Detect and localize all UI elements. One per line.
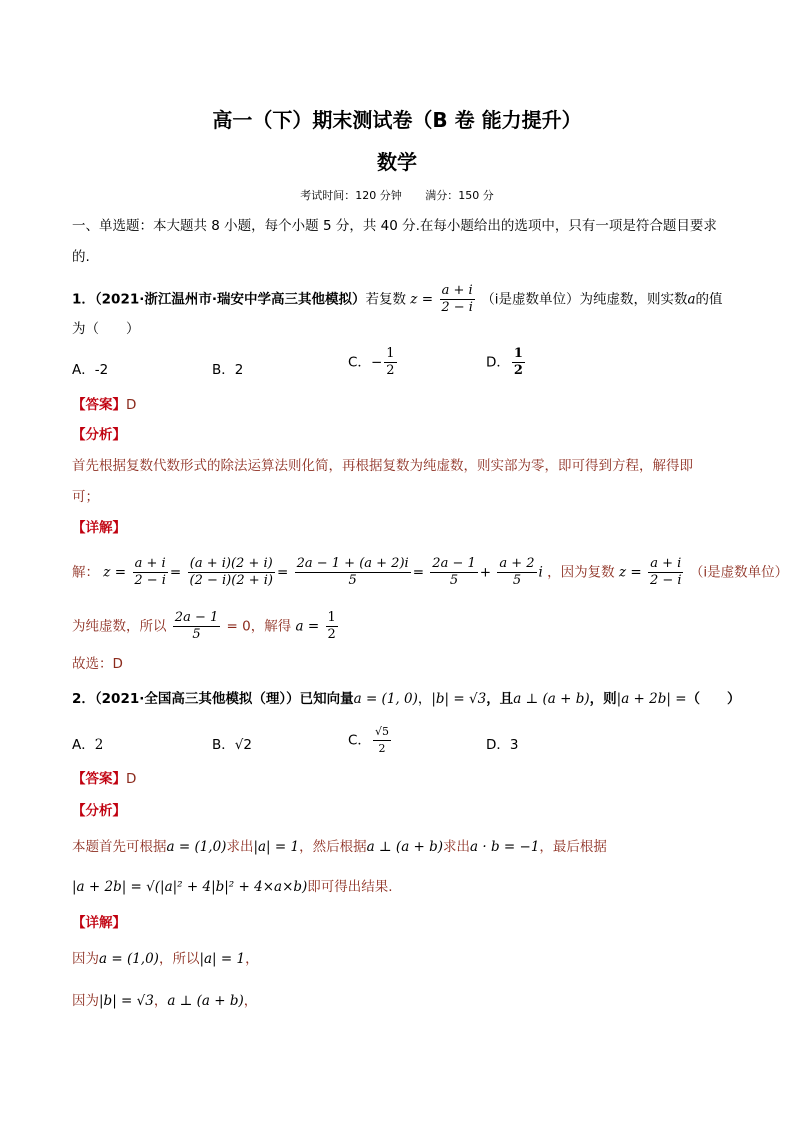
q2-analysis-line1: 本题首先可根据a = (1,0)求出|a| = 1，然后根据a ⊥ (a + b)求出a · b = −1，最后根据 xyxy=(72,839,607,855)
q1-analysis-label: 【分析】 xyxy=(72,427,126,443)
q2-analysis-label: 【分析】 xyxy=(72,803,126,819)
exam-time: 考试时间：120 分钟 xyxy=(300,189,402,202)
q1-option-c: C．− $\frac{1}{2}$ xyxy=(348,346,395,378)
q1-option-d: D． $\frac{1}{2}$ xyxy=(486,346,523,378)
q1-answer-label: 【答案】 xyxy=(72,397,126,413)
q1-stem-c: 的值 xyxy=(695,291,723,308)
q2-option-c: C． $\frac{√5}{2}$ xyxy=(348,725,389,755)
q2-answer-value: D xyxy=(126,771,137,787)
exam-info xyxy=(0,187,794,203)
q1-stem-b: （i是虚数单位）为纯虚数，则实数 xyxy=(481,291,688,308)
q1-var-a: a xyxy=(687,291,696,308)
q2-answer-label: 【答案】 xyxy=(72,771,126,787)
q1-number: 1． xyxy=(72,291,95,308)
q1-source: （2021·浙江温州市·瑞安中学高三其他模拟） xyxy=(94,291,366,308)
q2-number: 2． xyxy=(72,691,95,707)
q2-option-d: D．3 xyxy=(486,737,519,753)
q1-detail-label: 【详解】 xyxy=(72,520,126,536)
q1-option-a: A．-2 xyxy=(72,362,109,378)
q2-analysis-line2: |a + 2b| = √(|a|² + 4|b|² + 4×a×b)即可得出结果. xyxy=(72,879,393,895)
q1-stem xyxy=(72,283,723,316)
q1-fraction: $\frac{a + i}{2 - i}$ xyxy=(441,283,473,315)
q2-option-a: A．2 xyxy=(72,737,104,753)
q2-detail-line2: 因为|b| = √3，a ⊥ (a + b)， xyxy=(72,993,258,1009)
q1-stem-a: 若复数 xyxy=(365,291,406,308)
q2-detail-line1: 因为a = (1,0)，所以|a| = 1， xyxy=(72,951,259,967)
q1-stem-line2: 为（ ） xyxy=(72,321,140,337)
subject-heading: 数学 xyxy=(377,150,417,174)
q1-detail-line2: 为纯虚数，所以 $\frac{2a - 1}{5}$ = 0，解得 a = $\frac{1}{2}$ xyxy=(72,610,336,642)
section-instructions-line2: 的. xyxy=(72,249,90,265)
q1-answer-value: D xyxy=(126,397,137,413)
q2-source: （2021·全国高三其他模拟（理）） xyxy=(94,691,300,707)
full-score: 满分：150 分 xyxy=(425,189,494,202)
q1-z-eq: z = xyxy=(410,291,434,308)
q2-option-b: B．√2 xyxy=(212,737,252,753)
section-instructions-line1: 一、单选题：本大题共 8 小题，每个小题 5 分，共 40 分.在每小题给出的选项中，只有一项是符合题目要求 xyxy=(72,218,717,234)
q1-analysis-line1: 首先根据复数代数形式的除法运算法则化简，再根据复数为纯虚数，则实部为零，即可得到方程，解得即 xyxy=(72,458,693,474)
q2-detail-label: 【详解】 xyxy=(72,915,126,931)
q2-stem: 2．（2021·全国高三其他模拟（理））已知向量a = (1, 0)，|b| = √3，且a ⊥ (a + b)，则|a + 2b| =（ ） xyxy=(72,691,741,707)
q1-conclusion: 故选：D xyxy=(72,656,123,672)
document-title: 高一（下）期末测试卷（B 卷 能力提升） xyxy=(212,108,582,132)
q1-option-b: B．2 xyxy=(212,362,244,378)
q1-analysis-line2: 可； xyxy=(72,489,99,505)
q1-detail-equation: 解： z = $\frac{a + i}{2 - i}$ = $\frac{(a + i)(2 + i)}{(2 - i)(2 + i)}$ = $\frac{2a - 1 + (a + 2)i}{5}$ = $\frac{2a - 1}{5}$ + $\frac{a + 2}{5}$ i ，因为复数 z = $\frac{a + i}{2 - i}$ （i是虚数单位） xyxy=(72,556,789,588)
q2-answer xyxy=(72,768,136,790)
q1-answer xyxy=(72,394,136,416)
